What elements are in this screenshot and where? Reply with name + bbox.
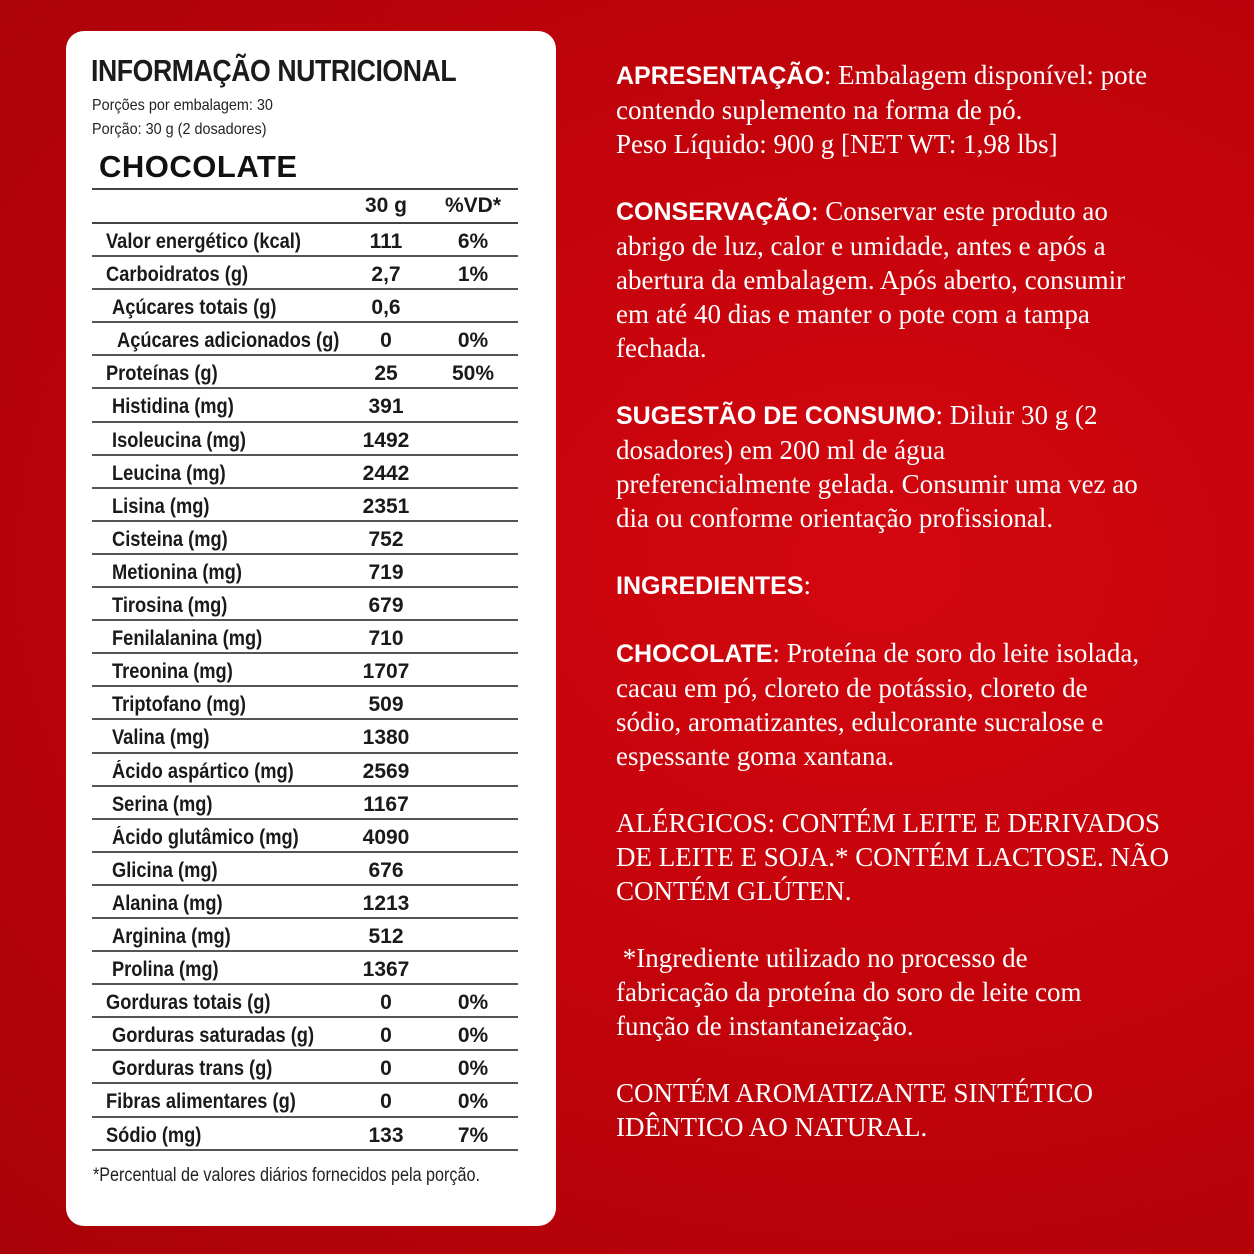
- nutrient-daily-value: 0%: [457, 1057, 489, 1081]
- nutrient-daily-value: 0%: [457, 991, 489, 1015]
- nutrient-amount: 2442: [362, 461, 410, 485]
- nutrient-amount: 752: [368, 527, 404, 551]
- nutrition-row: [92, 985, 518, 1018]
- nutrient-name: Lisina (mg): [112, 494, 210, 518]
- nutrition-row: [92, 389, 518, 422]
- nutrient-amount: 1707: [362, 660, 410, 684]
- nutrient-name: Gorduras trans (g): [112, 1057, 273, 1081]
- nutrient-amount: 1380: [362, 726, 410, 750]
- nutrition-row: [92, 820, 518, 853]
- nutrient-name: Isoleucina (mg): [112, 428, 247, 452]
- nutrient-name: Carboidratos (g): [106, 263, 249, 287]
- nutrient-amount: 0: [380, 1024, 392, 1048]
- chocolate-text-line: espessante goma xantana.: [616, 741, 895, 771]
- nutrient-name: Glicina (mg): [112, 858, 218, 882]
- serving-size: Porção: 30 g (2 dosadores): [92, 121, 267, 138]
- nutrient-amount: 2569: [362, 759, 410, 783]
- storage-text-line: em até 40 dias e manter o pote com a tampa: [616, 299, 1090, 329]
- chocolate-text-line: : Proteína de soro do leite isolada,: [772, 638, 1140, 668]
- nutrient-amount: 512: [368, 924, 404, 948]
- nutrient-amount: 1367: [362, 958, 410, 982]
- nutrient-amount: 1492: [362, 428, 410, 452]
- nutrient-daily-value: 6%: [457, 230, 489, 253]
- nutrient-name: Fibras alimentares (g): [106, 1090, 296, 1114]
- ingredients-section: [616, 568, 1236, 603]
- nutrition-row: [92, 886, 518, 919]
- nutrition-rows: [92, 224, 518, 1151]
- nutrient-amount: 1167: [363, 792, 409, 816]
- nutrient-name: Sódio (mg): [106, 1123, 202, 1147]
- flavoring-text-line: CONTÉM AROMATIZANTE SINTÉTICO: [616, 1078, 1093, 1108]
- nutrient-daily-value: 0%: [457, 1090, 489, 1114]
- nutrient-amount: 4090: [362, 825, 410, 849]
- nutrition-row: [92, 1051, 518, 1084]
- nutrient-amount: 509: [368, 693, 404, 717]
- nutrient-daily-value: 1%: [457, 263, 489, 287]
- presentation-text-line: : Embalagem disponível: pote: [823, 60, 1148, 90]
- nutrient-amount: 2,7: [371, 263, 401, 287]
- product-info: [616, 58, 1236, 1177]
- amount-column-header: 30 g: [364, 194, 408, 217]
- nutrient-amount: 1213: [362, 891, 410, 915]
- nutrition-row: [92, 1118, 518, 1151]
- nutrition-row: [92, 456, 518, 489]
- nutrition-row: [92, 853, 518, 886]
- nutrient-name: Valina (mg): [112, 726, 210, 750]
- flavoring-text-line: IDÊNTICO AO NATURAL.: [616, 1112, 928, 1142]
- nutrition-row: [92, 588, 518, 621]
- nutrient-name: Gorduras saturadas (g): [112, 1024, 315, 1048]
- nutrition-title: INFORMAÇÃO NUTRICIONAL: [91, 53, 457, 88]
- nutrient-amount: 0: [380, 329, 392, 353]
- nutrient-daily-value: 7%: [457, 1123, 489, 1147]
- nutrition-row: [92, 257, 518, 290]
- nutrient-amount: 25: [374, 362, 398, 386]
- allergens-text-line: ALÉRGICOS: CONTÉM LEITE E DERIVADOS: [616, 808, 1160, 838]
- nutrition-row: [92, 323, 518, 356]
- presentation-text-line: contendo suplemento na forma de pó.: [616, 95, 1023, 125]
- storage-text-line: fechada.: [616, 333, 707, 363]
- nutrition-row: [92, 224, 518, 257]
- nutrient-name: Leucina (mg): [112, 461, 226, 485]
- nutrient-name: Açúcares totais (g): [112, 296, 277, 320]
- nutrition-row: [92, 423, 518, 456]
- nutrition-row: [92, 290, 518, 323]
- usage-text-line: dia ou conforme orientação profissional.: [616, 503, 1054, 533]
- storage-label: CONSERVAÇÃO: [616, 198, 811, 226]
- nutrient-name: Treonina (mg): [112, 660, 233, 684]
- nutrient-name: Ácido glutâmico (mg): [112, 825, 299, 849]
- nutrient-name: Açúcares adicionados (g): [117, 329, 340, 353]
- nutrient-name: Proteínas (g): [106, 362, 218, 386]
- nutrient-daily-value: 0%: [457, 329, 489, 353]
- storage-text-line: : Conservar este produto ao: [810, 196, 1108, 226]
- nutrition-row: [92, 1018, 518, 1051]
- nutrient-name: Prolina (mg): [112, 958, 219, 982]
- chocolate-label: CHOCOLATE: [616, 640, 773, 668]
- chocolate-ingredients-section: [616, 636, 1236, 773]
- nutrient-daily-value: 50%: [451, 362, 495, 386]
- allergens-text-line: CONTÉM GLÚTEN.: [616, 876, 852, 906]
- usage-text-line: dosadores) em 200 ml de água: [616, 435, 946, 465]
- nutrition-row: [92, 621, 518, 654]
- nutrient-amount: 2351: [362, 494, 410, 518]
- ingredient-note-line: função de instantaneização.: [616, 1011, 914, 1041]
- flavor-heading: CHOCOLATE: [99, 149, 298, 184]
- allergens-text-line: DE LEITE E SOJA.* CONTÉM LACTOSE. NÃO: [616, 842, 1169, 872]
- flavoring-section: [616, 1076, 1236, 1144]
- nutrition-row: [92, 787, 518, 820]
- storage-text-line: abrigo de luz, calor e umidade, antes e após a: [616, 231, 1106, 261]
- nutrient-name: Triptofano (mg): [112, 693, 246, 717]
- nutrient-amount: 0,6: [371, 296, 401, 320]
- nutrition-row: [92, 687, 518, 720]
- nutrient-amount: 0: [380, 1057, 392, 1081]
- nutrition-row: [92, 754, 518, 787]
- nutrient-amount: 0: [380, 991, 392, 1015]
- nutrition-row: [92, 356, 518, 389]
- nutrition-row: [92, 720, 518, 753]
- nutrition-table: [92, 188, 518, 1151]
- ingredient-note-section: [616, 941, 1236, 1043]
- nutrient-daily-value: 0%: [457, 1024, 489, 1048]
- nutrient-amount: 133: [368, 1123, 404, 1147]
- nutrition-row: [92, 919, 518, 952]
- daily-value-footnote: *Percentual de valores diários fornecidos pela porção.: [93, 1165, 480, 1186]
- usage-label: SUGESTÃO DE CONSUMO: [616, 402, 936, 430]
- nutrient-amount: 111: [369, 230, 403, 253]
- storage-text-line: abertura da embalagem. Após aberto, consumir: [616, 265, 1126, 295]
- usage-section: [616, 398, 1236, 535]
- nutrient-name: Ácido aspártico (mg): [112, 759, 294, 783]
- presentation-text-line: Peso Líquido: 900 g [NET WT: 1,98 lbs]: [616, 129, 1058, 159]
- nutrient-amount: 719: [368, 560, 404, 584]
- chocolate-text-line: sódio, aromatizantes, edulcorante sucralose e: [616, 707, 1104, 737]
- nutrient-name: Alanina (mg): [112, 891, 223, 915]
- nutrition-row: [92, 555, 518, 588]
- nutrition-row: [92, 489, 518, 522]
- nutrient-name: Histidina (mg): [112, 395, 234, 419]
- nutrient-name: Cisteina (mg): [112, 527, 228, 551]
- nutrient-name: Tirosina (mg): [112, 594, 228, 618]
- ingredient-note-line: *Ingrediente utilizado no processo de: [616, 943, 1028, 973]
- ingredient-note-line: fabricação da proteína do soro de leite com: [616, 977, 1082, 1007]
- ingredients-colon: :: [803, 570, 812, 600]
- storage-section: [616, 194, 1236, 365]
- nutrient-name: Arginina (mg): [112, 924, 231, 948]
- chocolate-text-line: cacau em pó, cloreto de potássio, cloreto de: [616, 673, 1088, 703]
- nutrient-amount: 676: [368, 858, 404, 882]
- nutrition-row: [92, 654, 518, 687]
- nutrition-row: [92, 522, 518, 555]
- daily-value-column-header: %VD*: [444, 194, 502, 217]
- nutrient-name: Valor energético (kcal): [106, 230, 301, 253]
- usage-text-line: : Diluir 30 g (2: [935, 400, 1098, 430]
- nutrient-amount: 679: [368, 594, 404, 618]
- nutrient-name: Fenilalanina (mg): [112, 627, 263, 651]
- nutrition-facts-panel: [66, 31, 556, 1226]
- nutrient-amount: 0: [380, 1090, 392, 1114]
- nutrition-table-header: [92, 188, 518, 224]
- nutrient-name: Gorduras totais (g): [106, 991, 271, 1015]
- nutrient-amount: 391: [368, 395, 404, 419]
- nutrient-name: Serina (mg): [112, 792, 213, 816]
- presentation-label: APRESENTAÇÃO: [616, 62, 824, 90]
- nutrient-name: Metionina (mg): [112, 560, 242, 584]
- ingredients-label: INGREDIENTES: [616, 572, 804, 600]
- presentation-section: [616, 58, 1236, 161]
- allergens-section: [616, 806, 1236, 908]
- nutrition-row: [92, 952, 518, 985]
- nutrient-amount: 710: [368, 627, 404, 651]
- usage-text-line: preferencialmente gelada. Consumir uma vez ao: [616, 469, 1138, 499]
- portions-per-package: Porções por embalagem: 30: [92, 97, 273, 114]
- nutrition-row: [92, 1084, 518, 1117]
